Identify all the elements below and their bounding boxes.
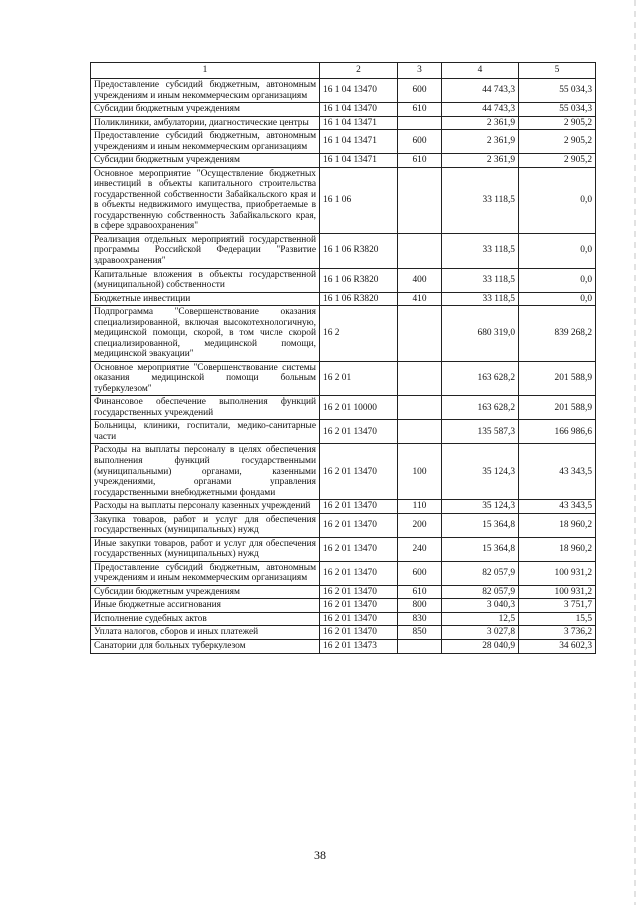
cell-name: Субсидии бюджетным учреждениям xyxy=(91,103,320,117)
cell-sum1: 135 587,3 xyxy=(442,420,519,444)
cell-sum1: 680 319,0 xyxy=(442,306,519,362)
cell-vr xyxy=(398,233,442,268)
cell-name: Поликлиники, амбулатории, диагностические центры xyxy=(91,116,320,130)
cell-code: 16 2 01 13470 xyxy=(320,561,398,585)
cell-sum1: 28 040,9 xyxy=(442,639,519,653)
cell-sum1: 82 057,9 xyxy=(442,561,519,585)
cell-sum1: 12,5 xyxy=(442,612,519,626)
cell-sum2: 166 986,6 xyxy=(519,420,596,444)
cell-code: 16 2 01 13470 xyxy=(320,420,398,444)
cell-vr: 100 xyxy=(398,444,442,500)
cell-name: Расходы на выплаты персоналу казенных учреждений xyxy=(91,500,320,514)
table-row xyxy=(91,420,596,444)
cell-vr: 400 xyxy=(398,268,442,292)
cell-name: Финансовое обеспечение выполнения функций государственных учреждений xyxy=(91,396,320,420)
header-col-3: 3 xyxy=(398,63,442,79)
table-row xyxy=(91,585,596,599)
cell-sum1: 82 057,9 xyxy=(442,585,519,599)
cell-vr xyxy=(398,420,442,444)
cell-code: 16 2 01 13470 xyxy=(320,444,398,500)
cell-vr: 600 xyxy=(398,79,442,103)
cell-sum1: 33 118,5 xyxy=(442,167,519,233)
cell-sum2: 43 343,5 xyxy=(519,500,596,514)
cell-vr: 850 xyxy=(398,626,442,640)
cell-sum2: 34 602,3 xyxy=(519,639,596,653)
cell-name: Предоставление субсидий бюджетным, автономным учреждениям и иным некоммерческим организациям xyxy=(91,79,320,103)
cell-sum1: 3 040,3 xyxy=(442,599,519,613)
table-row xyxy=(91,444,596,500)
scan-edge xyxy=(634,0,636,905)
cell-sum1: 3 027,8 xyxy=(442,626,519,640)
budget-table xyxy=(90,62,596,654)
cell-vr: 200 xyxy=(398,513,442,537)
cell-sum1: 15 364,8 xyxy=(442,513,519,537)
cell-sum1: 35 124,3 xyxy=(442,500,519,514)
table-row xyxy=(91,116,596,130)
cell-sum2: 0,0 xyxy=(519,292,596,306)
cell-sum1: 35 124,3 xyxy=(442,444,519,500)
cell-name: Предоставление субсидий бюджетным, автономным учреждениям и иным некоммерческим организациям xyxy=(91,130,320,154)
cell-vr xyxy=(398,306,442,362)
table-row xyxy=(91,599,596,613)
cell-name: Подпрограмма "Совершенствование оказания специализированной, включая высокотехнологичную, медицинской помощи, скорой, в том числе скорой специализированной, медицинской помощи, медицинской эвакуации" xyxy=(91,306,320,362)
table-row xyxy=(91,167,596,233)
table-row xyxy=(91,626,596,640)
cell-sum1: 15 364,8 xyxy=(442,537,519,561)
table-row xyxy=(91,612,596,626)
cell-name: Уплата налогов, сборов и иных платежей xyxy=(91,626,320,640)
header-col-1: 1 xyxy=(91,63,320,79)
cell-code: 16 1 04 13471 xyxy=(320,116,398,130)
cell-vr: 600 xyxy=(398,561,442,585)
cell-sum2: 2 905,2 xyxy=(519,154,596,168)
cell-sum1: 33 118,5 xyxy=(442,292,519,306)
cell-code: 16 1 04 13470 xyxy=(320,103,398,117)
cell-vr: 240 xyxy=(398,537,442,561)
cell-sum2: 0,0 xyxy=(519,268,596,292)
cell-code: 16 1 06 R3820 xyxy=(320,292,398,306)
cell-sum2: 839 268,2 xyxy=(519,306,596,362)
table-row xyxy=(91,639,596,653)
table-row xyxy=(91,154,596,168)
page-number: 38 xyxy=(314,848,326,862)
cell-name: Основное мероприятие "Осуществление бюджетных инвестиций в объекты капитального строительства государственной собственности Забайкальского края и в объекты недвижимого имущества, приобретаемые в государственную собственность Забайкальского края, в сфере здравоохранения" xyxy=(91,167,320,233)
header-col-4: 4 xyxy=(442,63,519,79)
cell-code: 16 1 04 13470 xyxy=(320,79,398,103)
cell-name: Расходы на выплаты персоналу в целях обеспечения выполнения функций государственными (муниципальными) органами, казенными учреждениями, органами управления государственными внебюджетными фондами xyxy=(91,444,320,500)
table-row xyxy=(91,292,596,306)
cell-code: 16 2 01 xyxy=(320,361,398,396)
cell-sum2: 55 034,3 xyxy=(519,103,596,117)
cell-code: 16 1 06 R3820 xyxy=(320,233,398,268)
cell-sum1: 163 628,2 xyxy=(442,396,519,420)
cell-vr: 610 xyxy=(398,585,442,599)
cell-vr: 410 xyxy=(398,292,442,306)
cell-code: 16 2 01 13470 xyxy=(320,612,398,626)
table-row xyxy=(91,79,596,103)
cell-name: Капитальные вложения в объекты государственной (муниципальной) собственности xyxy=(91,268,320,292)
cell-sum2: 0,0 xyxy=(519,233,596,268)
cell-vr: 610 xyxy=(398,103,442,117)
header-col-2: 2 xyxy=(320,63,398,79)
cell-vr: 600 xyxy=(398,130,442,154)
cell-vr: 610 xyxy=(398,154,442,168)
cell-name: Основное мероприятие "Совершенствование системы оказания медицинской помощи больным туберкулезом" xyxy=(91,361,320,396)
cell-code: 16 1 04 13471 xyxy=(320,154,398,168)
cell-vr xyxy=(398,361,442,396)
cell-sum2: 3 736,2 xyxy=(519,626,596,640)
cell-sum2: 2 905,2 xyxy=(519,130,596,154)
cell-sum2: 201 588,9 xyxy=(519,361,596,396)
table-row xyxy=(91,103,596,117)
cell-name: Субсидии бюджетным учреждениям xyxy=(91,154,320,168)
cell-code: 16 2 01 13473 xyxy=(320,639,398,653)
table-row xyxy=(91,500,596,514)
cell-vr xyxy=(398,167,442,233)
cell-sum1: 2 361,9 xyxy=(442,116,519,130)
cell-code: 16 2 01 13470 xyxy=(320,537,398,561)
table-row xyxy=(91,361,596,396)
cell-sum2: 18 960,2 xyxy=(519,513,596,537)
cell-name: Реализация отдельных мероприятий государственной программы Российской Федерации "Развитие здравоохранения" xyxy=(91,233,320,268)
table-row xyxy=(91,513,596,537)
header-row xyxy=(91,63,596,79)
table-row xyxy=(91,537,596,561)
table-row xyxy=(91,130,596,154)
cell-sum1: 2 361,9 xyxy=(442,154,519,168)
cell-name: Субсидии бюджетным учреждениям xyxy=(91,585,320,599)
cell-sum1: 44 743,3 xyxy=(442,103,519,117)
cell-code: 16 1 06 xyxy=(320,167,398,233)
cell-sum1: 33 118,5 xyxy=(442,233,519,268)
header-col-5: 5 xyxy=(519,63,596,79)
table-row xyxy=(91,268,596,292)
cell-sum2: 100 931,2 xyxy=(519,561,596,585)
cell-name: Предоставление субсидий бюджетным, автономным учреждениям и иным некоммерческим организациям xyxy=(91,561,320,585)
table-row xyxy=(91,233,596,268)
cell-sum1: 33 118,5 xyxy=(442,268,519,292)
cell-vr xyxy=(398,396,442,420)
cell-code: 16 2 01 13470 xyxy=(320,513,398,537)
cell-code: 16 2 01 13470 xyxy=(320,626,398,640)
cell-code: 16 1 06 R3820 xyxy=(320,268,398,292)
table-row xyxy=(91,561,596,585)
cell-sum2: 2 905,2 xyxy=(519,116,596,130)
cell-sum2: 0,0 xyxy=(519,167,596,233)
cell-sum1: 2 361,9 xyxy=(442,130,519,154)
cell-name: Иные закупки товаров, работ и услуг для обеспечения государственных (муниципальных) нужд xyxy=(91,537,320,561)
cell-name: Санатории для больных туберкулезом xyxy=(91,639,320,653)
cell-vr: 110 xyxy=(398,500,442,514)
cell-sum2: 201 588,9 xyxy=(519,396,596,420)
cell-code: 16 2 01 13470 xyxy=(320,500,398,514)
cell-sum2: 100 931,2 xyxy=(519,585,596,599)
table-row xyxy=(91,306,596,362)
cell-sum2: 3 751,7 xyxy=(519,599,596,613)
cell-code: 16 2 01 13470 xyxy=(320,585,398,599)
cell-name: Иные бюджетные ассигнования xyxy=(91,599,320,613)
cell-name: Бюджетные инвестиции xyxy=(91,292,320,306)
cell-sum2: 18 960,2 xyxy=(519,537,596,561)
cell-sum2: 15,5 xyxy=(519,612,596,626)
cell-name: Больницы, клиники, госпитали, медико-санитарные части xyxy=(91,420,320,444)
cell-name: Закупка товаров, работ и услуг для обеспечения государственных (муниципальных) нужд xyxy=(91,513,320,537)
cell-sum2: 43 343,5 xyxy=(519,444,596,500)
cell-code: 16 2 01 13470 xyxy=(320,599,398,613)
cell-code: 16 1 04 13471 xyxy=(320,130,398,154)
cell-vr: 800 xyxy=(398,599,442,613)
cell-sum1: 44 743,3 xyxy=(442,79,519,103)
cell-code: 16 2 01 10000 xyxy=(320,396,398,420)
table-row xyxy=(91,396,596,420)
cell-vr xyxy=(398,116,442,130)
cell-name: Исполнение судебных актов xyxy=(91,612,320,626)
cell-sum1: 163 628,2 xyxy=(442,361,519,396)
cell-sum2: 55 034,3 xyxy=(519,79,596,103)
cell-code: 16 2 xyxy=(320,306,398,362)
cell-vr xyxy=(398,639,442,653)
cell-vr: 830 xyxy=(398,612,442,626)
